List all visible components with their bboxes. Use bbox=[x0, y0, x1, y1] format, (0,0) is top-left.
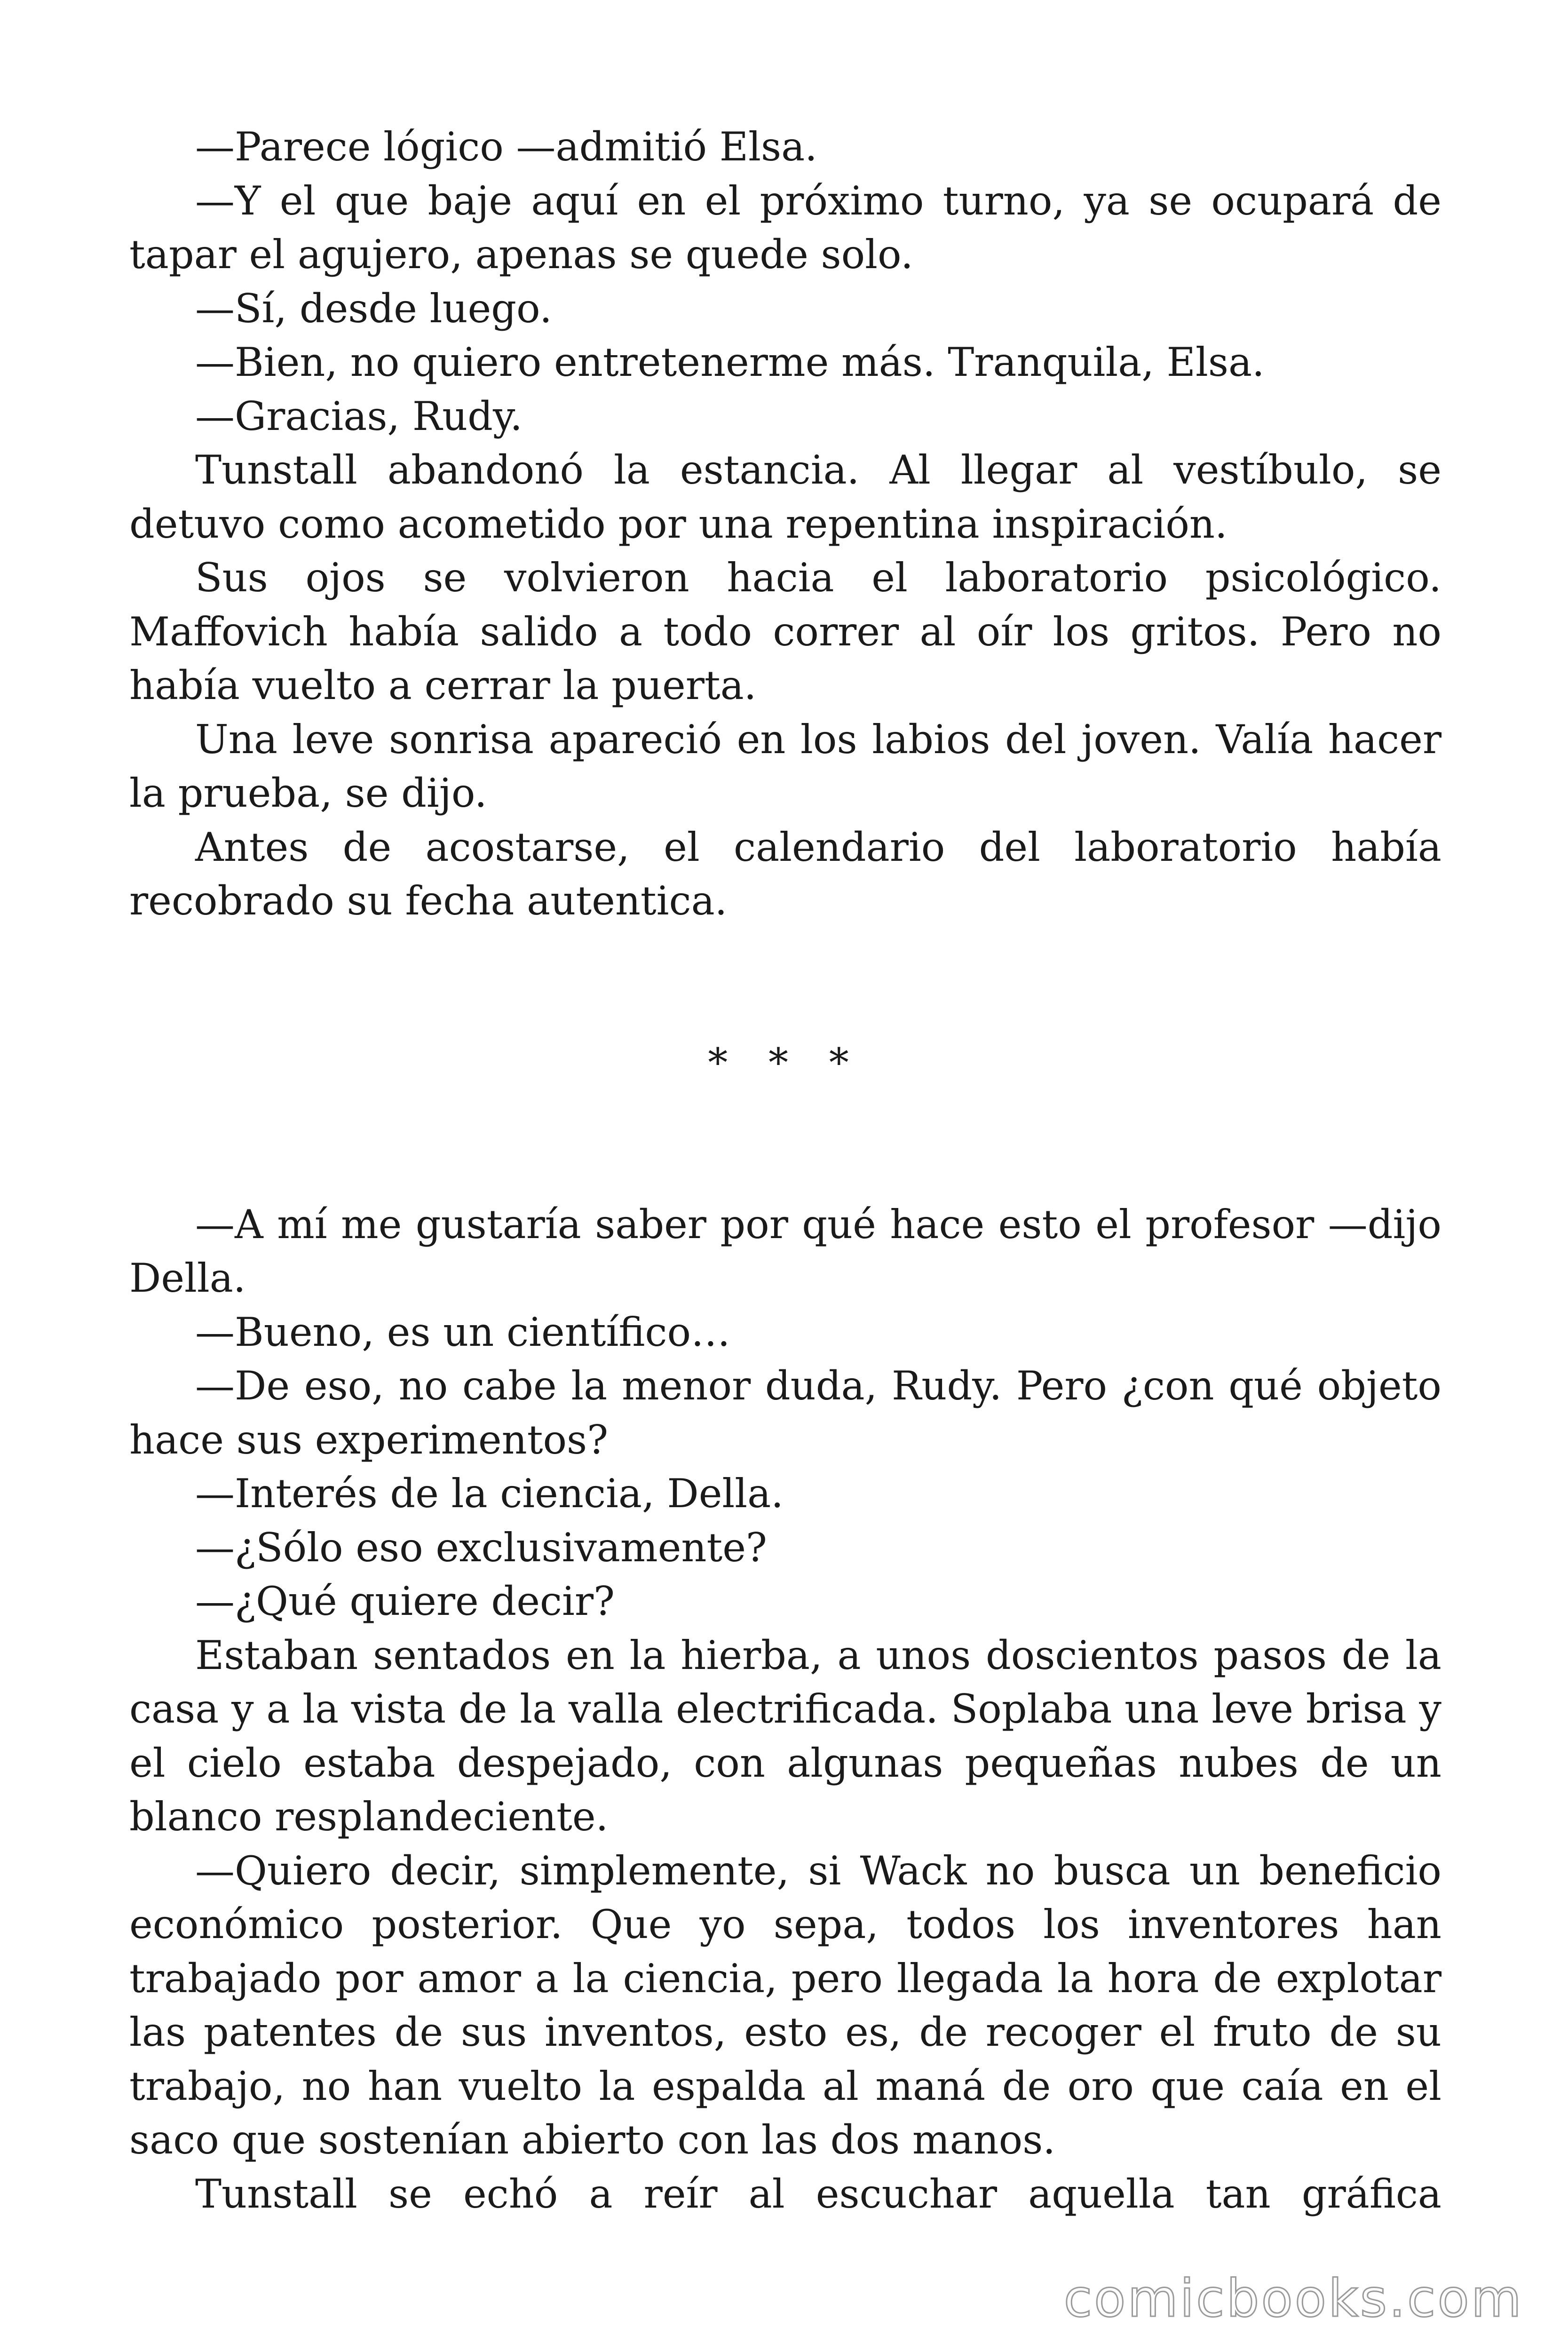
paragraph: —Sí, desde luego. bbox=[195, 285, 552, 332]
paragraph: —Bueno, es un científico… bbox=[195, 1309, 731, 1355]
paragraph: Una leve sonrisa apareció en los labios del joven. Valía hacer la prueba, se dijo. bbox=[129, 716, 1441, 816]
paragraph: —A mí me gustaría saber por qué hace esto el profesor —dijo Della. bbox=[129, 1201, 1441, 1301]
paragraph: —Interés de la ciencia, Della. bbox=[195, 1470, 784, 1517]
paragraph: —Bien, no quiero entretenerme más. Tranquila, Elsa. bbox=[195, 339, 1265, 385]
section-break: * * * bbox=[708, 1040, 863, 1086]
paragraph: Antes de acostarse, el calendario del laboratorio había recobrado su fecha autentica. bbox=[129, 824, 1441, 924]
paragraph: —Parece lógico —admitió Elsa. bbox=[195, 124, 817, 170]
paragraph: —De eso, no cabe la menor duda, Rudy. Pero ¿con qué objeto hace sus experimentos? bbox=[129, 1363, 1441, 1463]
page-text bbox=[129, 120, 1441, 2221]
paragraph: —Y el que baje aquí en el próximo turno, ya se ocupará de tapar el agujero, apenas se quede solo. bbox=[129, 177, 1441, 278]
paragraph: —¿Sólo eso exclusivamente? bbox=[195, 1524, 767, 1571]
paragraph: Estaban sentados en la hierba, a unos doscientos pasos de la casa y a la vista de la valla electrificada. Soplaba una leve brisa y el cielo estaba despejado, con algunas pequeñas nubes de un blanco resplandeciente. bbox=[129, 1632, 1441, 1840]
paragraph: Tunstall abandonó la estancia. Al llegar al vestíbulo, se detuvo como acometido por una repentina inspiración. bbox=[129, 447, 1441, 547]
paragraph-continued: Tunstall se echó a reír al escuchar aquella tan gráfica bbox=[195, 2170, 1441, 2217]
paragraph: —¿Qué quiere decir? bbox=[195, 1578, 615, 1624]
paragraph: —Quiero decir, simplemente, si Wack no busca un beneficio económico posterior. Que yo sepa, todos los inventores han trabajado por amor a la ciencia, pero llegada la hora de explotar las patentes de sus inventos, esto es, de recoger el fruto de su trabajo, no han vuelto la espalda al maná de oro que caía en el saco que sostenían abierto con las dos manos. bbox=[129, 1847, 1441, 2163]
paragraph: —Gracias, Rudy. bbox=[195, 393, 523, 439]
paragraph: Sus ojos se volvieron hacia el laboratorio psicológico. Maffovich había salido a todo correr al oír los gritos. Pero no había vuelto a cerrar la puerta. bbox=[129, 555, 1441, 708]
watermark: comicbooks.com bbox=[1063, 2268, 1523, 2328]
